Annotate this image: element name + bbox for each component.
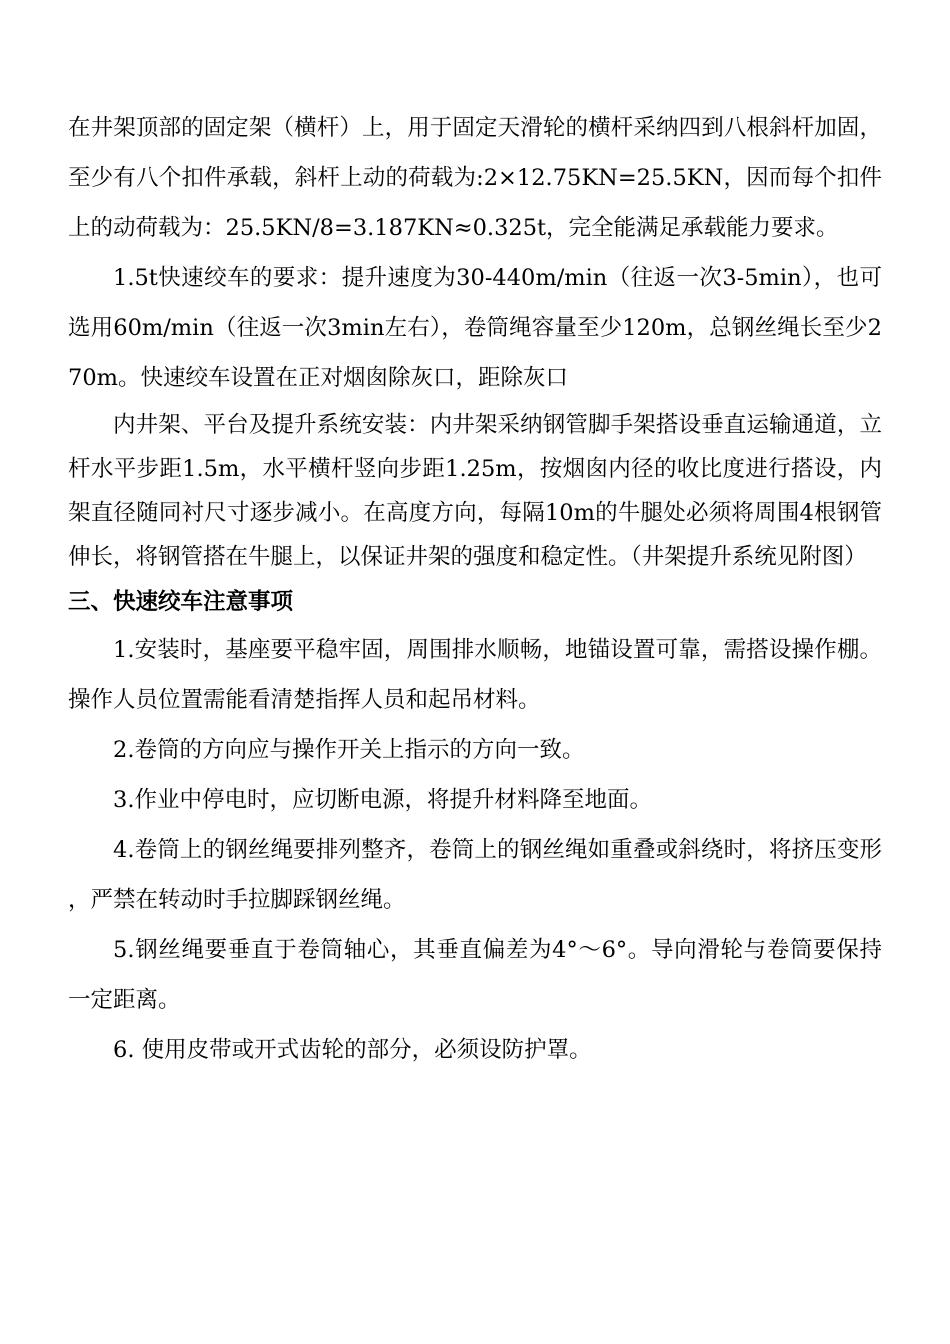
list-item: 4.卷筒上的钢丝绳要排列整齐，卷筒上的钢丝绳如重叠或斜绕时，将挤压变形，严禁在转动时手拉脚踩钢丝绳。 bbox=[68, 837, 882, 913]
list-item: 5.钢丝绳要垂直于卷筒轴心，其垂直偏差为4°～6°。导向滑轮与卷筒要保持一定距离。 bbox=[68, 937, 882, 1013]
list-item: 1.安装时，基座要平稳牢固，周围排水顺畅，地锚设置可靠，需搭设操作棚。操作人员位置需能看清楚指挥人员和起吊材料。 bbox=[68, 637, 882, 713]
list-item: 2.卷筒的方向应与操作开关上指示的方向一致。 bbox=[113, 737, 585, 763]
paragraph-inner-frame-installation: 内井架、平台及提升系统安装：内井架采纳钢管脚手架搭设垂直运输通道，立杆水平步距1.5m，水平横杆竖向步距1.25m，按烟囱内径的收比度进行搭设，内架直径随同衬尺寸逐步减小。在高度方向，每隔10m的牛腿处必须将周围4根钢管伸长，将钢管搭在牛腿上，以保证井架的强度和稳定性。（井架提升系统见附图） bbox=[68, 412, 882, 570]
paragraph-winch-requirements: 1.5t快速绞车的要求：提升速度为30-440m/min（往返一次3-5min），也可选用60m/min（往返一次3min左右），卷筒绳容量至少120m，总钢丝绳长至少270m。快速绞车设置在正对烟囱除灰口，距除灰口 bbox=[68, 265, 882, 391]
list-item: 3.作业中停电时，应切断电源，将提升材料降至地面。 bbox=[113, 787, 652, 813]
paragraph-crossbar-load: 在井架顶部的固定架（横杆）上，用于固定天滑轮的横杆采纳四到八根斜杆加固，至少有八个扣件承载，斜杆上动的荷载为:2×12.75KN=25.5KN，因而每个扣件上的动荷载为：25.5KN/8=3.187KN≈0.325t，完全能满足承载能力要求。 bbox=[68, 115, 882, 241]
document-body bbox=[68, 103, 882, 1075]
section-heading: 三、快速绞车注意事项 bbox=[68, 589, 294, 615]
list-item: 6. 使用皮带或开式齿轮的部分，必须设防护罩。 bbox=[113, 1037, 592, 1063]
